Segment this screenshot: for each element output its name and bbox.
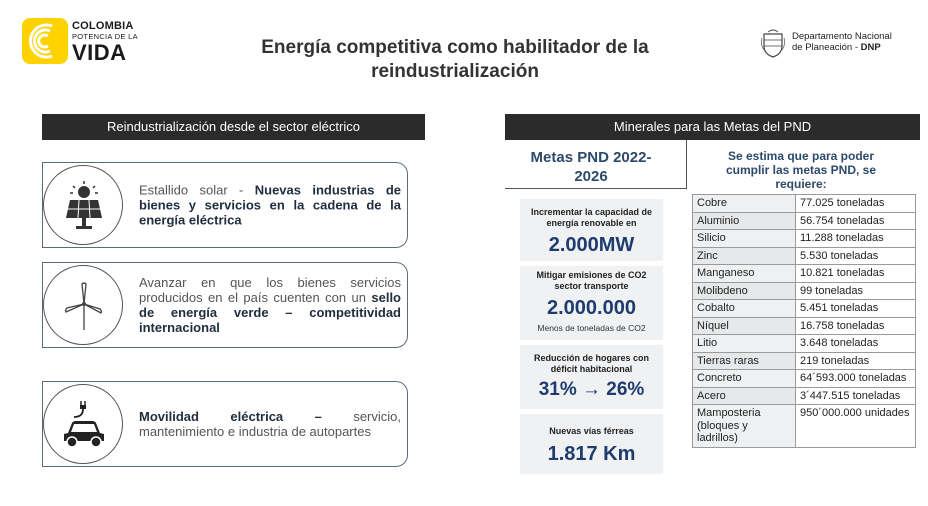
- mineral-quantity-cell: 99 toneladas: [796, 282, 916, 300]
- meta-box-railways: [520, 414, 663, 474]
- mineral-name-cell: Concreto: [693, 370, 796, 388]
- mineral-name-cell: Cobre: [693, 195, 796, 213]
- mineral-name-cell: Zinc: [693, 247, 796, 265]
- mineral-name-cell: Aluminio: [693, 212, 796, 230]
- mineral-name-cell: Manganeso: [693, 265, 796, 283]
- dnp-line-2-bold: DNP: [860, 42, 881, 54]
- estima-title: Se estima que para poder cumplir las metas PND, se requiere:: [725, 149, 877, 191]
- item-icon-circle: [43, 265, 123, 345]
- item-text-green-energy: [139, 275, 401, 335]
- table-row: [693, 335, 916, 353]
- item-text-bold: Movilidad eléctrica –: [139, 409, 322, 424]
- table-row: [693, 352, 916, 370]
- colombia-potencia-de-la-vida-logo-icon: [22, 18, 68, 64]
- meta-value: 2.000MW: [548, 234, 635, 256]
- table-row: [693, 265, 916, 283]
- table-row: [693, 300, 916, 318]
- table-row: [693, 282, 916, 300]
- meta-note: Menos de toneladas de CO2: [537, 323, 646, 333]
- logo-line-1: COLOMBIA: [72, 20, 134, 32]
- mineral-quantity-cell: 56.754 toneladas: [796, 212, 916, 230]
- item-text-electric-mobility: [139, 409, 401, 439]
- item-text-solar: [139, 183, 401, 228]
- colombia-coat-of-arms-icon: [760, 28, 786, 58]
- meta-value: 31% → 26%: [538, 379, 645, 400]
- dnp-logo: [760, 28, 920, 64]
- dnp-line-1: Departamento Nacional: [792, 31, 892, 42]
- meta-label: Reducción de hogares con déficit habitacional: [533, 353, 650, 374]
- mineral-name-cell: Níquel: [693, 317, 796, 335]
- solar-panel-icon: [58, 180, 110, 232]
- mineral-quantity-cell: 10.821 toneladas: [796, 265, 916, 283]
- item-card-electric-mobility: [42, 381, 408, 467]
- dnp-line-2-prefix: de Planeación -: [792, 42, 861, 54]
- mineral-quantity-cell: 950´000.000 unidades: [796, 405, 916, 448]
- mineral-quantity-cell: 77.025 toneladas: [796, 195, 916, 213]
- metas-title: Metas PND 2022- 2026: [530, 149, 652, 185]
- table-row: [693, 317, 916, 335]
- mineral-name-cell: Cobalto: [693, 300, 796, 318]
- table-row: [693, 387, 916, 405]
- meta-value: 1.817 Km: [547, 443, 636, 465]
- mineral-name-cell: Tierras raras: [693, 352, 796, 370]
- colombia-potencia-vida-logo: [22, 18, 152, 64]
- minerals-table: [692, 194, 916, 448]
- item-card-green-energy: [42, 262, 408, 348]
- table-row: [693, 212, 916, 230]
- table-row: [693, 370, 916, 388]
- table-row: [693, 230, 916, 248]
- item-text-normal: Estallido solar -: [139, 182, 255, 198]
- mineral-name-cell: Acero: [693, 387, 796, 405]
- table-row: [693, 247, 916, 265]
- item-icon-circle: [43, 165, 123, 245]
- meta-box-renewable: [520, 199, 663, 261]
- meta-box-co2: [520, 266, 663, 340]
- item-text-after: servicio, mantenimiento e industria de autopartes: [139, 409, 401, 439]
- metas-title-underline: [505, 188, 687, 189]
- mineral-quantity-cell: 5.451 toneladas: [796, 300, 916, 318]
- mineral-quantity-cell: 5.530 toneladas: [796, 247, 916, 265]
- mineral-quantity-cell: 219 toneladas: [796, 352, 916, 370]
- mineral-name-cell: Molibdeno: [693, 282, 796, 300]
- mineral-name-cell: Silicio: [693, 230, 796, 248]
- page-title: Energía competitiva como habilitador de la reindustrialización: [261, 37, 649, 82]
- meta-box-housing: [520, 345, 663, 409]
- meta-label: Mitigar emisiones de CO2 sector transporte: [536, 270, 647, 291]
- item-text-normal: Avanzar en que los bienes servicios producidos en el país cuenten con un: [139, 275, 401, 305]
- item-text-bold: Nuevas industrias de bienes y servicios en la cadena de la energía eléctrica: [139, 182, 401, 228]
- item-text-bold: sello de energía verde – competitividad internacional: [139, 290, 401, 335]
- mineral-quantity-cell: 3.648 toneladas: [796, 335, 916, 353]
- logo-line-2: POTENCIA DE LA: [72, 32, 138, 41]
- logo-line-3: VIDA: [72, 39, 127, 65]
- meta-value: 2.000.000: [547, 297, 636, 319]
- right-section-header: Minerales para las Metas del PND: [505, 114, 920, 140]
- item-icon-circle: [43, 384, 123, 464]
- mineral-quantity-cell: 16.758 toneladas: [796, 317, 916, 335]
- electric-car-icon: [58, 399, 110, 451]
- column-divider: [686, 140, 687, 188]
- table-row: [693, 195, 916, 213]
- meta-label: Incrementar la capacidad de energía renovable en: [530, 207, 653, 228]
- mineral-quantity-cell: 11.288 toneladas: [796, 230, 916, 248]
- wind-turbine-icon: [58, 280, 110, 332]
- mineral-name-cell: Litio: [693, 335, 796, 353]
- item-card-solar: [42, 162, 408, 248]
- table-row: [693, 405, 916, 448]
- left-section-header: Reindustrialización desde el sector eléctrico: [42, 114, 425, 140]
- mineral-quantity-cell: 3´447.515 toneladas: [796, 387, 916, 405]
- mineral-name-cell: Mamposteria (bloques y ladrillos): [693, 405, 796, 448]
- meta-label: Nuevas vías férreas: [549, 426, 634, 436]
- mineral-quantity-cell: 64´593.000 toneladas: [796, 370, 916, 388]
